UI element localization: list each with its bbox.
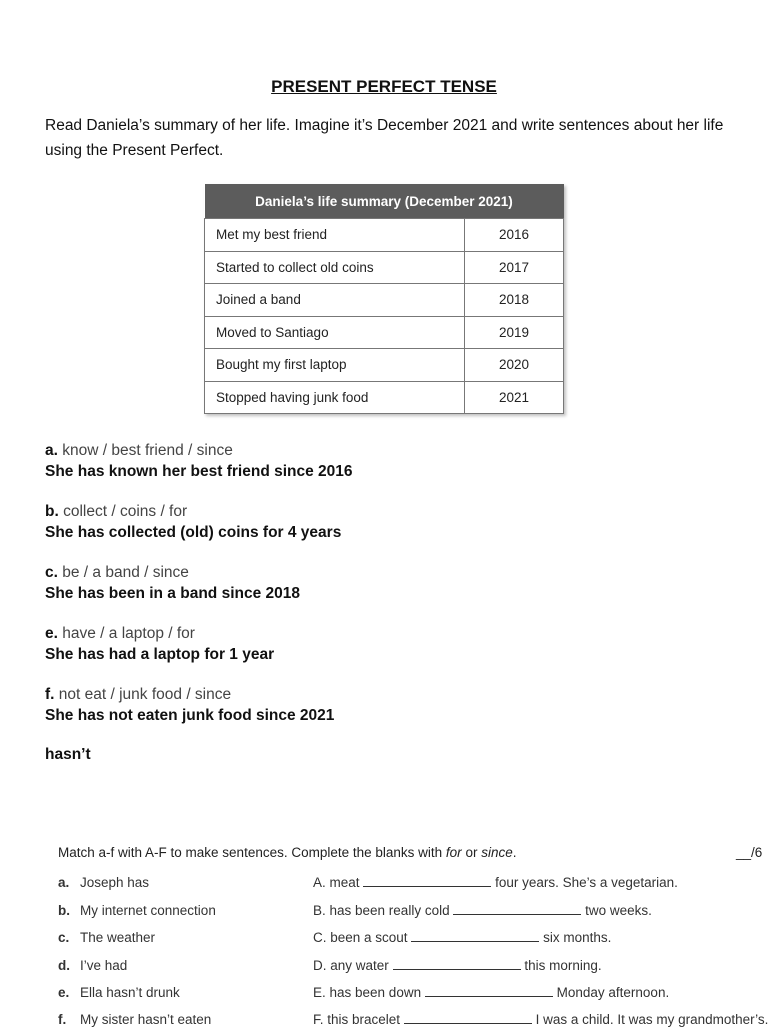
table-row [205, 219, 564, 252]
match-right [313, 903, 652, 918]
prompt-text: collect / coins / for [63, 503, 188, 520]
match-letter: b. [58, 903, 70, 918]
matching-instruction [58, 845, 516, 860]
exercise-prompt [45, 563, 300, 583]
match-right-pre: D. any water [313, 958, 389, 973]
match-right-pre: F. this bracelet [313, 1012, 401, 1027]
year-cell: 2021 [465, 381, 564, 414]
answer-blank[interactable] [453, 903, 581, 915]
year-cell: 2016 [465, 219, 564, 252]
match-row [58, 930, 768, 950]
match-right [313, 985, 669, 1000]
exercise-prompt [45, 685, 334, 705]
exercise-letter: f. [45, 686, 55, 703]
exercise-answer: She has had a laptop for 1 year [45, 646, 275, 663]
answer-blank[interactable] [411, 930, 539, 942]
intro-text: Read Daniela’s summary of her life. Imagine it’s December 2021 and write sentences about her life using the Present Perfect. [45, 117, 724, 159]
event-cell: Bought my first laptop [205, 349, 465, 382]
event-cell: Met my best friend [205, 219, 465, 252]
match-right-pre: C. been a scout [313, 930, 408, 945]
match-left: My sister hasn’t eaten [80, 1012, 212, 1027]
instruction-or: or [461, 845, 482, 860]
page-title: PRESENT PERFECT TENSE [271, 77, 497, 96]
event-cell: Joined a band [205, 284, 465, 317]
answer-blank[interactable] [404, 1012, 532, 1024]
match-right-post: two weeks. [585, 903, 652, 918]
exercise-item [45, 563, 300, 604]
match-right-pre: E. has been down [313, 985, 422, 1000]
match-row [58, 1012, 768, 1032]
prompt-text: be / a band / since [62, 564, 189, 581]
match-right-post: this morning. [524, 958, 602, 973]
prompt-text: know / best friend / since [62, 442, 233, 459]
match-letter: e. [58, 985, 70, 1000]
match-right-post: four years. She’s a vegetarian. [495, 875, 678, 890]
instruction-since: since [481, 845, 513, 860]
year-cell: 2017 [465, 251, 564, 284]
table-row [205, 349, 564, 382]
match-row [58, 985, 768, 1005]
match-letter: c. [58, 930, 70, 945]
match-row [58, 903, 768, 923]
match-letter: a. [58, 875, 70, 890]
score-blank: __/6 [736, 845, 763, 860]
match-right [313, 1012, 768, 1027]
match-left: Ella hasn’t drunk [80, 985, 180, 1000]
instruction-end: . [512, 845, 517, 860]
prompt-text: have / a laptop / for [62, 625, 195, 642]
table-row [205, 284, 564, 317]
match-row [58, 875, 768, 895]
exercise-prompt [45, 441, 353, 461]
match-letter: d. [58, 958, 70, 973]
match-right-post: six months. [543, 930, 612, 945]
exercise-prompt [45, 502, 341, 522]
exercise-answer: She has known her best friend since 2016 [45, 463, 353, 480]
match-right [313, 958, 602, 973]
match-right [313, 930, 611, 945]
year-cell: 2019 [465, 316, 564, 349]
table-header: Daniela’s life summary (December 2021) [205, 184, 564, 219]
match-left: Joseph has [80, 875, 150, 890]
exercise-item [45, 624, 274, 665]
exercise-letter: a. [45, 442, 58, 459]
match-right-post: I was a child. It was my grandmother’s. [535, 1012, 768, 1027]
exercise-answer: She has been in a band since 2018 [45, 585, 300, 602]
answer-blank[interactable] [425, 985, 553, 997]
match-row [58, 958, 768, 978]
exercise-item [45, 685, 334, 726]
life-summary-table [204, 184, 564, 414]
table-row [205, 316, 564, 349]
match-right-post: Monday afternoon. [556, 985, 670, 1000]
instruction-for: for [445, 845, 462, 860]
answer-blank[interactable] [363, 875, 491, 887]
table-row [205, 251, 564, 284]
exercise-answer: She has collected (old) coins for 4 years [45, 524, 342, 541]
exercise-prompt [45, 624, 274, 644]
exercise-letter: c. [45, 564, 58, 581]
event-cell: Started to collect old coins [205, 251, 465, 284]
match-right [313, 875, 678, 890]
exercise-answer: She has not eaten junk food since 2021 [45, 707, 335, 724]
year-cell: 2020 [465, 349, 564, 382]
match-left: I’ve had [80, 958, 128, 973]
exercise-item [45, 441, 353, 482]
exercise-item [45, 502, 341, 543]
answer-blank[interactable] [393, 958, 521, 970]
match-right-pre: A. meat [313, 875, 360, 890]
match-left: The weather [80, 930, 156, 945]
match-left: My internet connection [80, 903, 216, 918]
extra-word: hasn’t [45, 746, 91, 763]
year-cell: 2018 [465, 284, 564, 317]
event-cell: Moved to Santiago [205, 316, 465, 349]
exercise-letter: b. [45, 503, 59, 520]
prompt-text: not eat / junk food / since [58, 686, 232, 703]
match-letter: f. [58, 1012, 67, 1027]
event-cell: Stopped having junk food [205, 381, 465, 414]
exercise-letter: e. [45, 625, 58, 642]
table-row [205, 381, 564, 414]
match-right-pre: B. has been really cold [313, 903, 450, 918]
instruction-text: Match a-f with A-F to make sentences. Complete the blanks with [58, 845, 446, 860]
